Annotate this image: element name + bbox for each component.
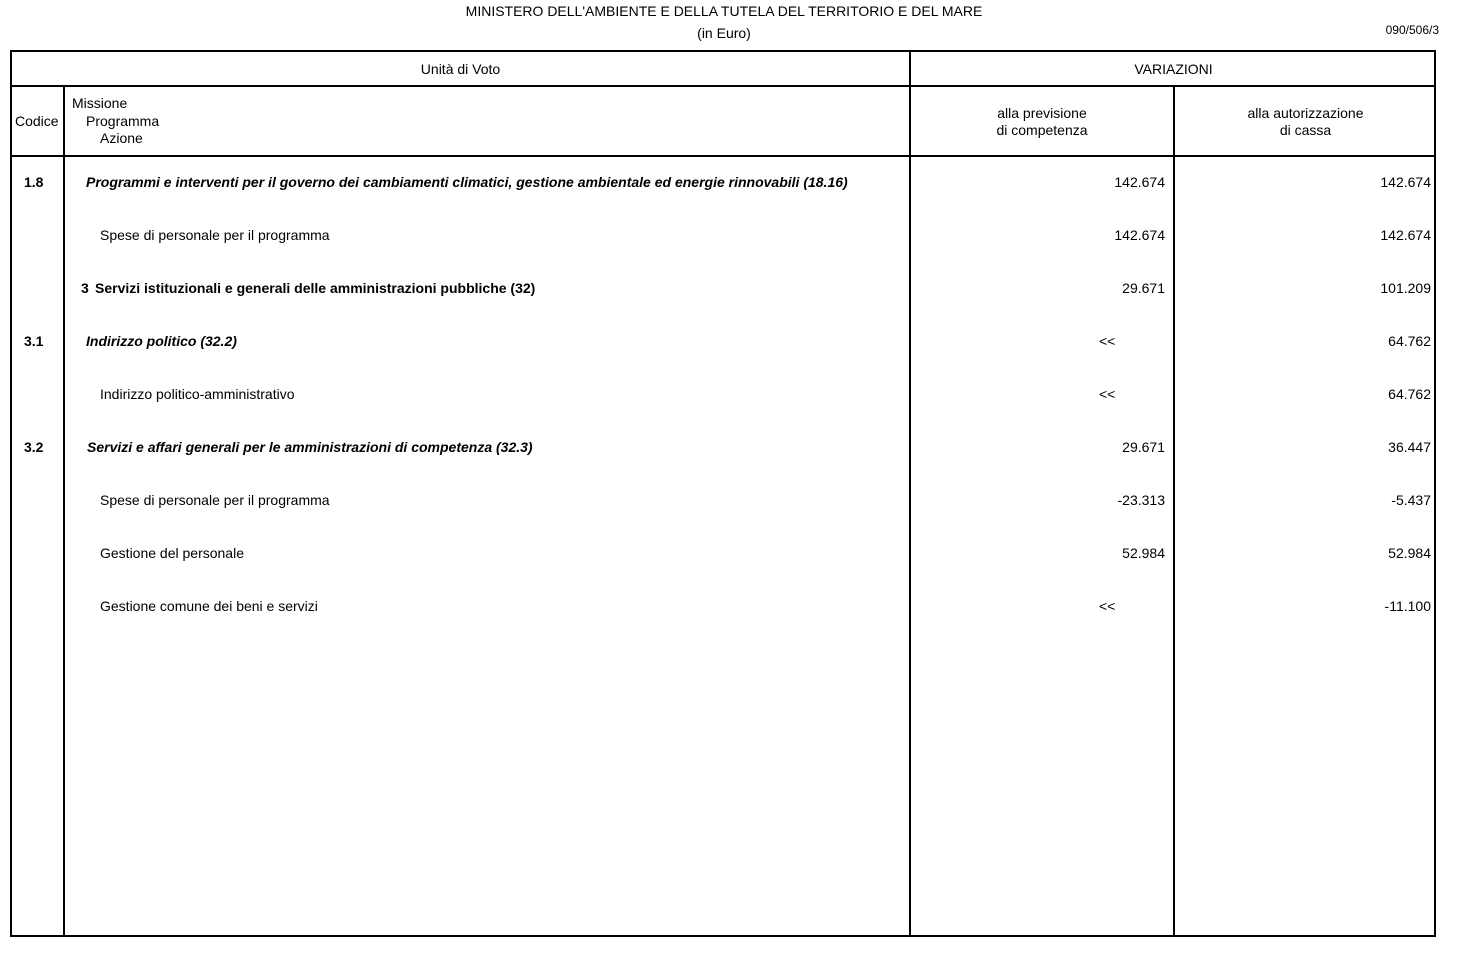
header-programma: Programma (86, 113, 160, 129)
header-unita-di-voto: Unità di Voto (420, 61, 501, 77)
header-divider-bottom (10, 155, 1436, 157)
row-cassa: 101.209 (1380, 280, 1431, 296)
row-descrizione: Programmi e interventi per il governo dei cambiamenti climatici, gestione ambientale ed energie rinnovabili (18.16) (86, 174, 848, 190)
header-missione: Missione (72, 95, 128, 111)
row-cassa: -11.100 (1384, 598, 1431, 614)
row-descrizione: Indirizzo politico (32.2) (86, 333, 237, 349)
header-cassa-line2: di cassa (1279, 122, 1332, 138)
document-code: 090/506/3 (1385, 23, 1439, 37)
row-competenza: 29.671 (1122, 439, 1165, 455)
header-divider-top (10, 85, 1436, 87)
row-missione-numero: 3 (81, 280, 89, 296)
row-competenza: << (1099, 386, 1116, 402)
row-descrizione: Servizi istituzionali e generali delle amministrazioni pubbliche (32) (95, 280, 536, 296)
header-codice: Codice (15, 113, 59, 129)
col-divider-cassa (1173, 85, 1175, 937)
row-descrizione: Indirizzo politico-amministrativo (100, 386, 295, 402)
row-cassa: 52.984 (1388, 545, 1431, 561)
row-competenza: << (1099, 598, 1116, 614)
row-cassa: -5.437 (1391, 492, 1431, 508)
header-variazioni: VARIAZIONI (1134, 61, 1213, 77)
row-cassa: 142.674 (1380, 174, 1431, 190)
row-competenza: -23.313 (1117, 492, 1165, 508)
row-descrizione: Gestione comune dei beni e servizi (100, 598, 318, 614)
row-competenza: << (1099, 333, 1116, 349)
row-codice: 1.8 (24, 174, 44, 190)
row-competenza: 142.674 (1114, 174, 1165, 190)
row-cassa: 64.762 (1388, 333, 1431, 349)
row-cassa: 36.447 (1388, 439, 1431, 455)
header-competenza-line2: di competenza (996, 122, 1088, 138)
row-codice: 3.1 (24, 333, 44, 349)
currency-note: (in Euro) (697, 25, 751, 41)
header-cassa-line1: alla autorizzazione (1247, 105, 1364, 121)
row-cassa: 142.674 (1380, 227, 1431, 243)
row-competenza: 142.674 (1114, 227, 1165, 243)
header-azione: Azione (100, 130, 143, 146)
row-competenza: 29.671 (1122, 280, 1165, 296)
row-descrizione: Spese di personale per il programma (100, 492, 330, 508)
col-divider-codice (63, 85, 65, 937)
header-competenza-line1: alla previsione (997, 105, 1087, 121)
row-descrizione: Gestione del personale (100, 545, 244, 561)
row-descrizione: Servizi e affari generali per le amministrazioni di competenza (32.3) (87, 439, 533, 455)
row-cassa: 64.762 (1388, 386, 1431, 402)
page-title: MINISTERO DELL'AMBIENTE E DELLA TUTELA DEL TERRITORIO E DEL MARE (465, 3, 983, 19)
row-codice: 3.2 (24, 439, 44, 455)
row-competenza: 52.984 (1122, 545, 1165, 561)
row-descrizione: Spese di personale per il programma (100, 227, 330, 243)
